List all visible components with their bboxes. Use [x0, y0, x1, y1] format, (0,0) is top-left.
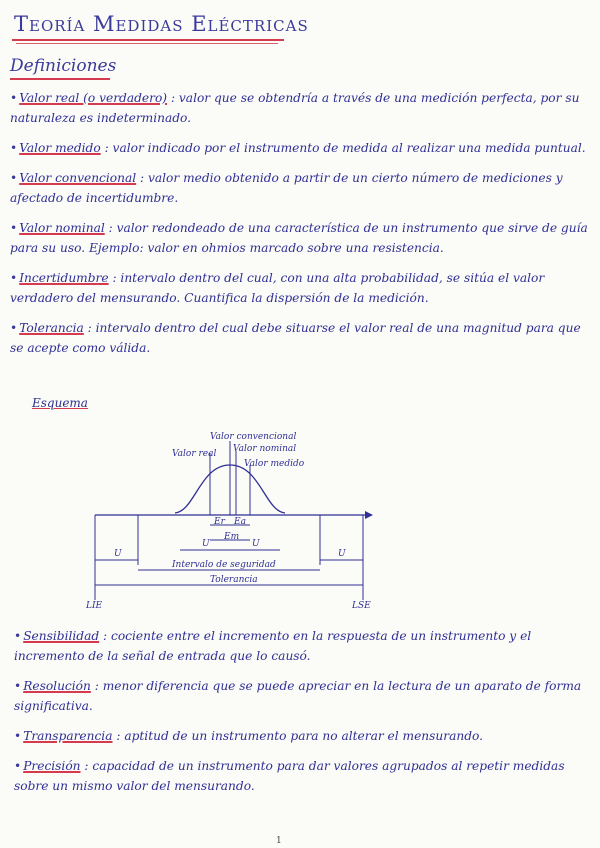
label-valor-nominal: Valor nominal — [233, 444, 297, 454]
definition-valor-medido: • Valor medido : valor indicado por el instrumento de medida al realizar una medida puntual. — [10, 141, 586, 155]
page-number: 1 — [276, 836, 282, 846]
definition-term: Tolerancia — [19, 321, 84, 335]
definition-text: : intervalo dentro del cual debe situarse el valor real de una magnitud para que se acepte como válida. — [10, 321, 581, 355]
definition-text: : intervalo dentro del cual, con una alta probabilidad, se sitúa el valor verdadero del mensurando. Cuantifica la dispersión de la medición. — [10, 271, 545, 305]
page-title: Teoría Medidas Eléctricas — [14, 12, 309, 36]
label-u-left: U — [114, 549, 122, 559]
definition-term: Transparencia — [23, 729, 113, 743]
label-lse: LSE — [352, 601, 371, 611]
definition-text: : valor indicado por el instrumento de medida al realizar una medida puntual. — [104, 141, 586, 155]
label-u-center-right: U — [252, 539, 260, 549]
definition-text: : valor redondeado de una característica de un instrumento que sirve de guía para su uso. Ejemplo: valor en ohmios marcado sobre una resistencia. — [10, 221, 588, 255]
definition-term: Valor convencional — [19, 171, 137, 185]
definition-text: : cociente entre el incremento en la respuesta de un instrumento y el incremento de la señal de entrada que lo causó. — [14, 629, 532, 663]
scheme-label: Esquema — [32, 396, 88, 410]
axis-arrow — [365, 511, 373, 519]
definition-text: : capacidad de un instrumento para dar valores agrupados al repetir medidas sobre un mismo valor del mensurando. — [14, 759, 565, 793]
definition-sensibilidad: • Sensibilidad : cociente entre el incremento en la respuesta de un instrumento y el incremento de la señal de entrada que lo causó. — [14, 629, 532, 663]
definition-tolerancia: • Tolerancia : intervalo dentro del cual debe situarse el valor real de una magnitud para que se acepte como válida. — [10, 321, 581, 355]
definitions-list-bottom — [14, 626, 590, 806]
label-u-center-left: U — [202, 539, 210, 549]
label-u-right: U — [338, 549, 346, 559]
definitions-list-top — [10, 88, 590, 368]
definition-text: : menor diferencia que se puede apreciar en la lectura de un aparato de forma significativa. — [14, 679, 582, 713]
definition-incertidumbre: • Incertidumbre : intervalo dentro del cual, con una alta probabilidad, se sitúa el valor verdadero del mensurando. Cuantifica la dispersión de la medición. — [10, 271, 545, 305]
title-underline-2 — [16, 43, 278, 44]
definition-valor-real: • Valor real (o verdadero) : valor que se obtendría a través de una medición perfecta, por su naturaleza es indeterminado. — [10, 91, 580, 125]
definition-term: Valor real (o verdadero) — [19, 91, 168, 105]
definition-term: Valor nominal — [19, 221, 105, 235]
definition-text: : aptitud de un instrumento para no alterar el mensurando. — [116, 729, 483, 743]
label-lie: LIE — [86, 601, 103, 611]
measurement-diagram — [80, 425, 380, 615]
definition-term: Incertidumbre — [19, 271, 109, 285]
label-ea: Ea — [234, 517, 246, 527]
label-valor-convencional: Valor convencional — [210, 432, 297, 442]
definition-text: : valor que se obtendría a través de una medición perfecta, por su naturaleza es indeterminado. — [10, 91, 580, 125]
definition-term: Resolución — [23, 679, 91, 693]
measurement-diagram-svg — [80, 425, 380, 615]
definition-transparencia: • Transparencia : aptitud de un instrumento para no alterar el mensurando. — [14, 729, 483, 743]
definition-valor-nominal: • Valor nominal : valor redondeado de una característica de un instrumento que sirve de guía para su uso. Ejemplo: valor en ohmios marcado sobre una resistencia. — [10, 221, 588, 255]
section-underline — [10, 78, 110, 80]
definition-term: Precisión — [23, 759, 81, 773]
label-valor-real: Valor real — [172, 449, 217, 459]
label-tolerancia: Tolerancia — [210, 575, 258, 585]
label-intervalo: Intervalo de seguridad — [172, 560, 276, 570]
definition-precision: • Precisión : capacidad de un instrumento para dar valores agrupados al repetir medidas sobre un mismo valor del mensurando. — [14, 759, 565, 793]
label-valor-medido: Valor medido — [244, 459, 305, 469]
label-er: Er — [214, 517, 225, 527]
definition-term: Valor medido — [19, 141, 101, 155]
definition-valor-convencional: • Valor convencional : valor medio obtenido a partir de un cierto número de mediciones y afectado de incertidumbre. — [10, 171, 563, 205]
definition-text: : valor medio obtenido a partir de un cierto número de mediciones y afectado de incertidumbre. — [10, 171, 563, 205]
section-heading: Definiciones — [10, 56, 117, 76]
label-em: Em — [224, 532, 240, 542]
definition-term: Sensibilidad — [23, 629, 100, 643]
title-underline — [12, 39, 284, 41]
definition-resolucion: • Resolución : menor diferencia que se puede apreciar en la lectura de un aparato de forma significativa. — [14, 679, 582, 713]
